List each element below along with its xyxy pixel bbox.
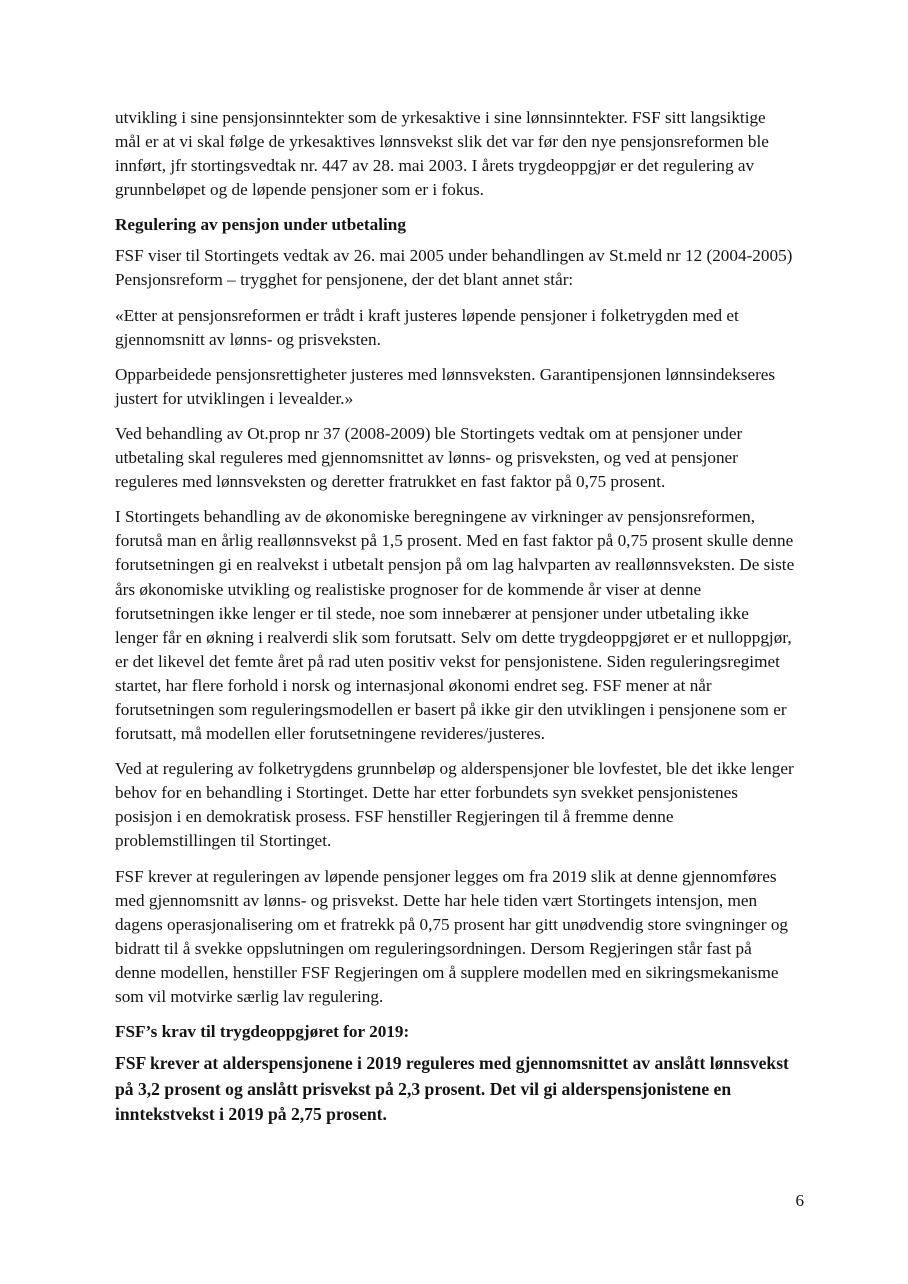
section-heading-regulering: Regulering av pensjon under utbetaling (115, 215, 406, 235)
paragraph-krav-summary: FSF krever at alderspensjonene i 2019 reguleres med gjennomsnittet av anslått lønnsvekst på 3,2 prosent og anslått prisvekst på 2,3 prosent. Det vil gi alderspensjonistene en inntekstvekst i 2019 på 2,75 prosent. (115, 1053, 789, 1125)
paragraph-okonomiske-beregninger: I Stortingets behandling av de økonomiske beregningene av virkninger av pensjonsreformen, forutså man en årlig reallønnsvekst på 1,5 prosent. Med en fast faktor på 0,75 prosent skulle denne forutsetningen gi en realvekst i utbetalt pensjon på om lag halvparten av reallønnsveksten. De siste års økonomiske utvikling og realistiske prognoser for de kommende år viser at denne forutsetningen ikke lenger er til stede, noe som innebærer at pensjoner under utbetaling ikke lenger får en økning i realverdi slik som forutsatt. Selv om dette trygdeoppgjøret er et nulloppgjør, er det likevel det femte året på rad uten positiv vekst for pensjonistene. Siden reguleringsregimet startet, har flere forhold i norsk og internasjonal økonomi endret seg. FSF mener at når forutsetningen som reguleringsmodellen er basert på ikke gir den utviklingen i pensjonene som er forutsatt, må modellen eller forutsetningene revideres/justeres. (115, 507, 795, 744)
paragraph-quote-part-2: Opparbeidede pensjonsrettigheter justeres med lønnsveksten. Garantipensjonen lønnsindekseres justert for utviklingen i levealder.» (115, 364, 776, 408)
paragraph-quote-part-1: «Etter at pensjonsreformen er trådt i kraft justeres løpende pensjoner i folketrygden med et gjennomsnitt av lønns- og prisveksten. (115, 305, 739, 349)
paragraph-stortingets-vedtak: FSF viser til Stortingets vedtak av 26. mai 2005 under behandlingen av St.meld nr 12 (2004-2005) Pensjonsreform – trygghet for pensjonene, der det blant annet står: (115, 246, 793, 290)
paragraph-lovfestet-regulering: Ved at regulering av folketrygdens grunnbeløp og alderspensjoner ble lovfestet, ble det ikke lenger behov for en behandling i Stortinget. Dette har etter forbundets syn svekket pensjonistenes posisjon i en demokratisk prosess. FSF henstiller Regjeringen til å fremme denne problemstillingen til Stortinget. (115, 759, 794, 851)
paragraph-intro-continuation: utvikling i sine pensjonsinntekter som de yrkesaktive i sine lønnsinntekter. FSF sitt langsiktige mål er at vi skal følge de yrkesaktives lønnsvekst slik det var før den nye pensjonsreformen ble innført, jfr stortingsvedtak nr. 447 av 28. mai 2003. I årets trygdeoppgjør er det regulering av grunnbeløpet og de løpende pensjoner som er i fokus. (115, 108, 769, 200)
section-heading-krav-2019: FSF’s krav til trygdeoppgjøret for 2019: (115, 1022, 410, 1042)
page-number: 6 (795, 1191, 804, 1210)
paragraph-fsf-krever-reguleringen: FSF krever at reguleringen av løpende pensjoner legges om fra 2019 slik at denne gjennomføres med gjennomsnitt av lønns- og prisvekst. Dette har hele tiden vært Stortingets intensjon, men dagens operasjonalisering om et fratrekk på 0,75 prosent har gitt unødvendig store svingninger og bidratt til å svekke oppslutningen om reguleringsordningen. Dersom Regjeringen står fast på denne modellen, henstiller FSF Regjeringen om å supplere modellen med en sikringsmekanisme som vil motvirke særlig lav regulering. (115, 866, 789, 1006)
paragraph-ot-prop: Ved behandling av Ot.prop nr 37 (2008-2009) ble Stortingets vedtak om at pensjoner under utbetaling skal reguleres med gjennomsnittet av lønns- og prisveksten, og ved at pensjoner reguleres med lønnsveksten og deretter fratrukket en fast faktor på 0,75 prosent. (115, 423, 743, 492)
document-body (115, 106, 795, 1128)
